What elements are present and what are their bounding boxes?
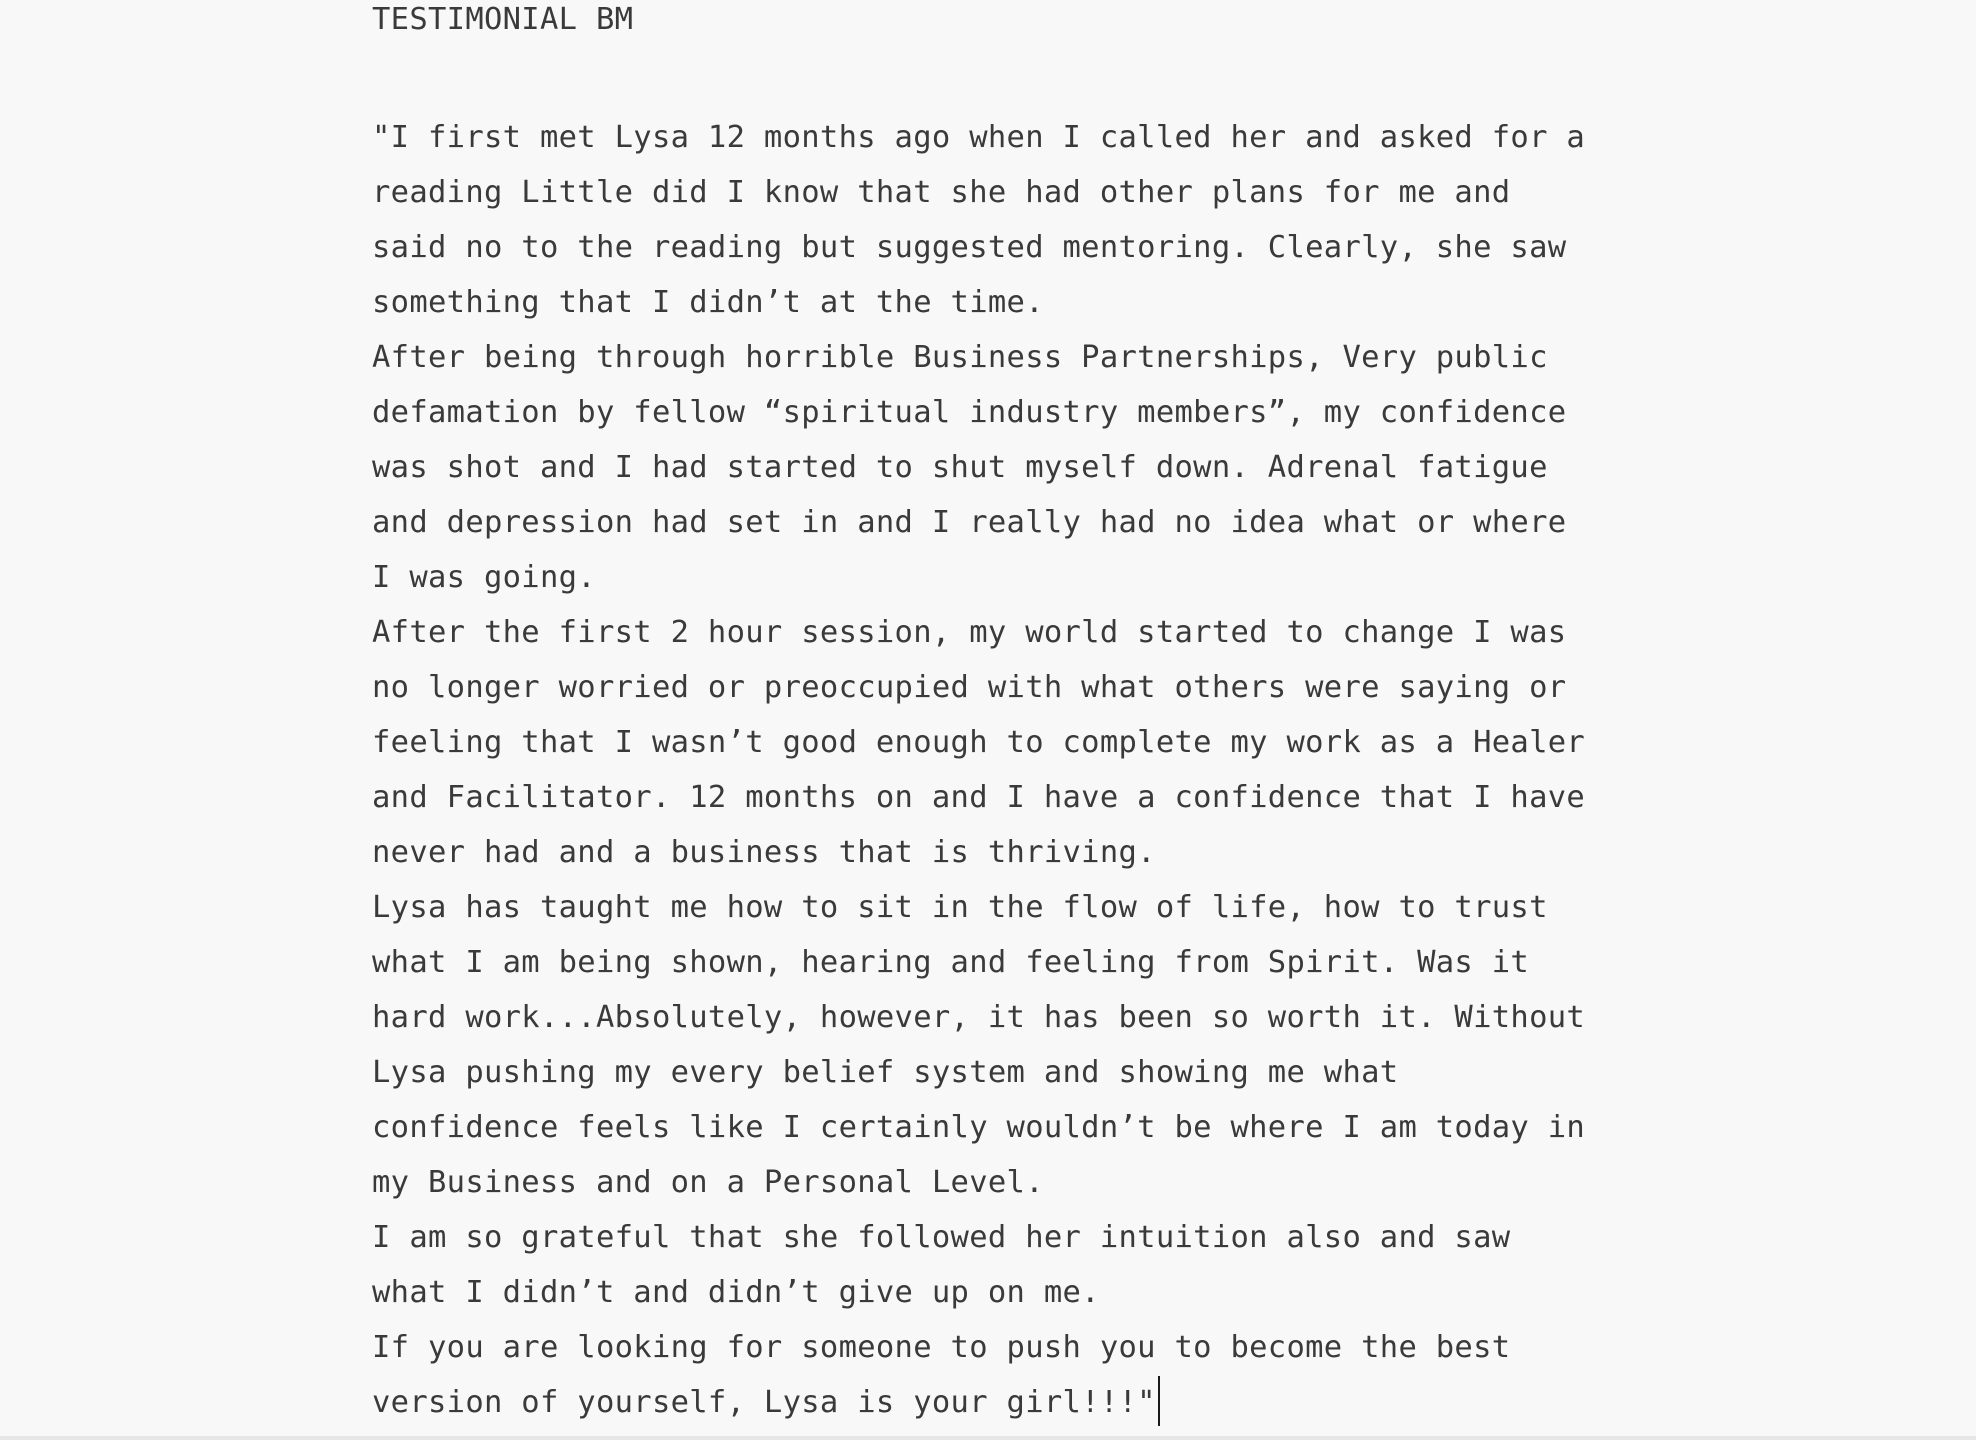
text-line-content: version of yourself, Lysa is your girl!!!"	[372, 1385, 1156, 1420]
window-bottom-edge	[0, 1436, 1976, 1440]
text-line: and Facilitator. 12 months on and I have a confidence that I have	[372, 780, 1586, 815]
text-line-last	[372, 1375, 1672, 1430]
text-line: "I first met Lysa 12 months ago when I called her and asked for a	[372, 120, 1586, 155]
text-line: feeling that I wasn’t good enough to complete my work as a Healer	[372, 725, 1586, 760]
text-line: reading Little did I know that she had other plans for me and	[372, 175, 1511, 210]
text-line: Lysa pushing my every belief system and showing me what	[372, 1055, 1399, 1090]
document-title: TESTIMONIAL BM	[372, 2, 634, 37]
blank-line	[372, 40, 1672, 110]
text-line: never had and a business that is thriving.	[372, 835, 1156, 870]
text-line: defamation by fellow “spiritual industry members”, my confidence	[372, 395, 1567, 430]
text-line: confidence feels like I certainly wouldn’t be where I am today in	[372, 1110, 1586, 1145]
text-cursor	[1158, 1376, 1160, 1426]
text-line: was shot and I had started to shut myself down. Adrenal fatigue	[372, 450, 1548, 485]
text-line: I was going.	[372, 560, 596, 595]
text-line: no longer worried or preoccupied with what others were saying or	[372, 670, 1567, 705]
text-line: said no to the reading but suggested mentoring. Clearly, she saw	[372, 230, 1567, 265]
text-line: what I didn’t and didn’t give up on me.	[372, 1275, 1100, 1310]
text-line: Lysa has taught me how to sit in the flow of life, how to trust	[372, 890, 1548, 925]
text-line: what I am being shown, hearing and feeling from Spirit. Was it	[372, 945, 1530, 980]
text-line: something that I didn’t at the time.	[372, 285, 1044, 320]
document-body[interactable]	[372, 0, 1672, 1430]
text-line: After the first 2 hour session, my world started to change I was	[372, 615, 1567, 650]
text-line: I am so grateful that she followed her intuition also and saw	[372, 1220, 1511, 1255]
text-line: my Business and on a Personal Level.	[372, 1165, 1044, 1200]
text-line: If you are looking for someone to push you to become the best	[372, 1330, 1511, 1365]
text-line: hard work...Absolutely, however, it has been so worth it. Without	[372, 1000, 1586, 1035]
text-line: After being through horrible Business Partnerships, Very public	[372, 340, 1548, 375]
text-line: and depression had set in and I really had no idea what or where	[372, 505, 1567, 540]
